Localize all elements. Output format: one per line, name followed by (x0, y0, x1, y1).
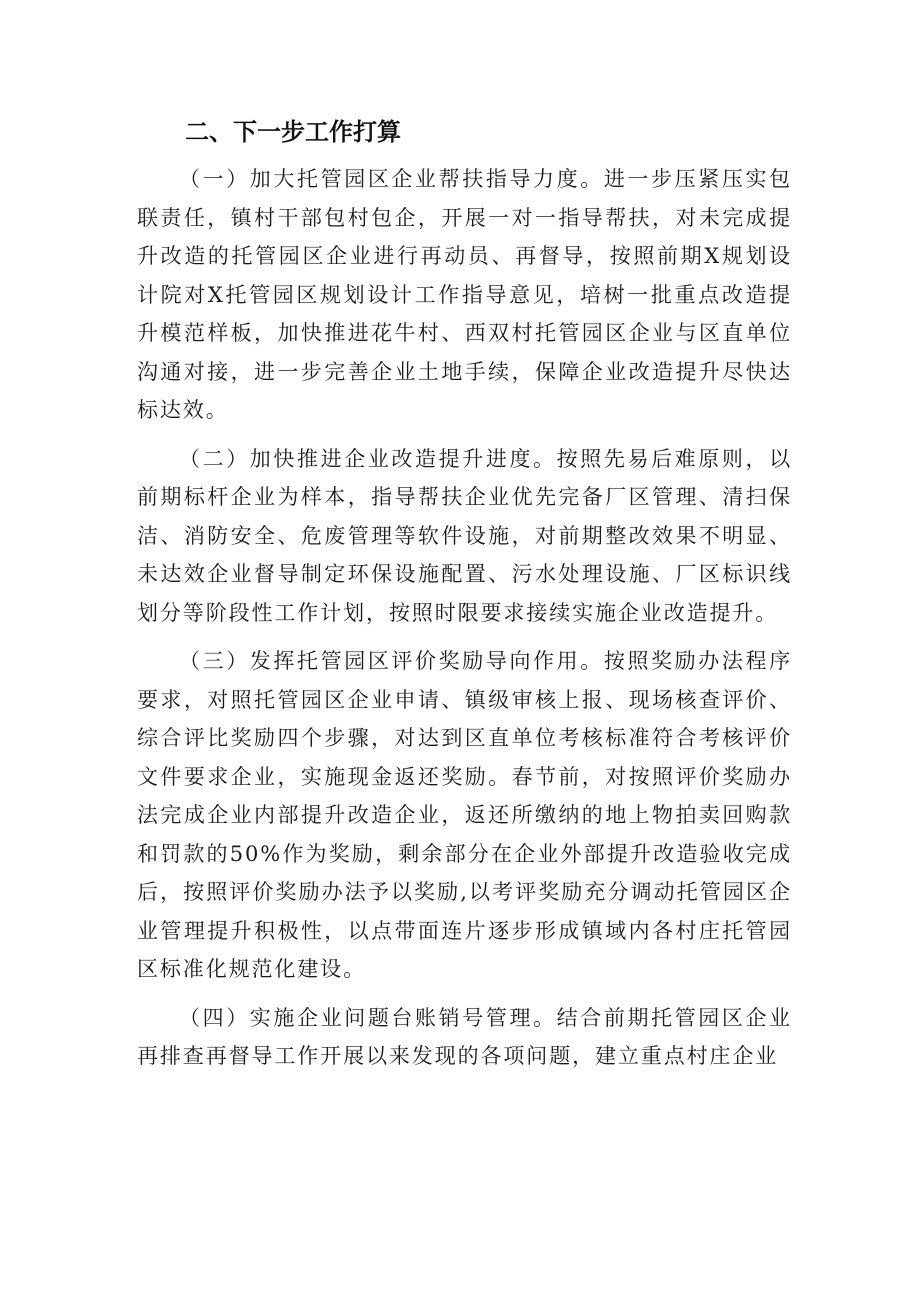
paragraph-2: （二）加快推进企业改造提升进度。按照先易后难原则，以前期标杆企业为样本，指导帮扶企业优先完备厂区管理、清扫保洁、消防安全、危废管理等软件设施，对前期整改效果不明显、未达效企业督导制定环保设施配置、污水处理设施、厂区标识线划分等阶段性工作计划，按照时限要求接续实施企业改造提升。 (137, 446, 792, 625)
paragraph-1: （一）加大托管园区企业帮扶指导力度。进一步压紧压实包联责任，镇村干部包村包企，开展一对一指导帮扶，对未完成提升改造的托管园区企业进行再动员、再督导，按照前期X规划设计院对X托管园区规划设计工作指导意见，培树一批重点改造提升模范样板，加快推进花牛村、西双村托管园区企业与区直单位沟通对接，进一步完善企业土地手续，保障企业改造提升尽快达标达效。 (137, 167, 792, 422)
paragraph-3: （三）发挥托管园区评价奖励导向作用。按照奖励办法程序要求，对照托管园区企业申请、镇级审核上报、现场核查评价、综合评比奖励四个步骤，对达到区直单位考核标准符合考核评价文件要求企业，实施现金返还奖励。春节前，对按照评价奖励办法完成企业内部提升改造企业，返还所缴纳的地上物拍卖回购款和罚款的50%作为奖励，剩余部分在企业外部提升改造验收完成后，按照评价奖励办法予以奖励,以考评奖励充分调动托管园区企业管理提升积极性，以点带面连片逐步形成镇域内各村庄托管园区标准化规范化建设。 (137, 649, 792, 981)
document-body (137, 160, 792, 1076)
section-heading: 二、下一步工作打算 (185, 118, 401, 146)
paragraph-4: （四）实施企业问题台账销号管理。结合前期托管园区企业再排查再督导工作开展以来发现的各项问题，建立重点村庄企业 (137, 1005, 792, 1068)
